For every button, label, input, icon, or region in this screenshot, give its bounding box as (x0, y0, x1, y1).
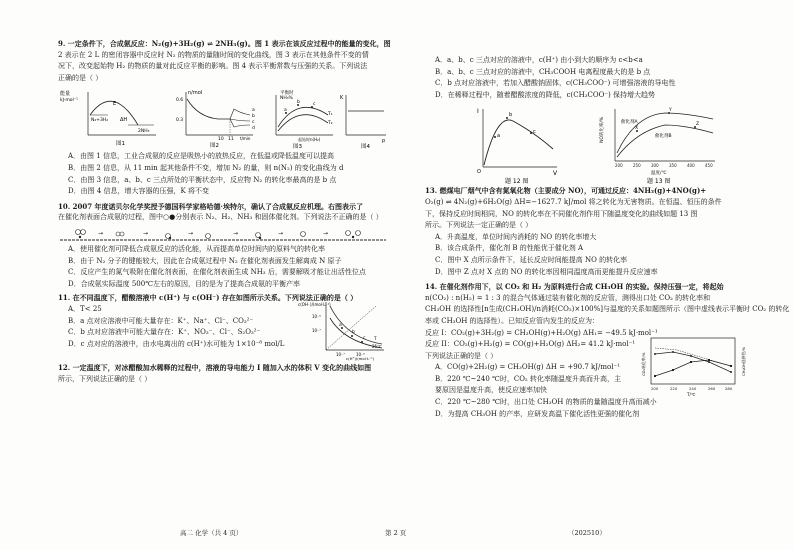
figure-2-n-time (176, 90, 255, 149)
f2-xunit: t/min (240, 136, 251, 142)
f14-yl: CO₂转化率/% (641, 352, 646, 377)
q11-xlabel: c(H⁺)/(mol·L⁻¹) (346, 355, 375, 361)
q13-line-2: O₂(g) ⇌ 4N₂(g)+6H₂O(g) ΔH=−1627.7 kJ/mol 将之转化为无害物质。在恒温、恒压的条件 (425, 197, 722, 206)
f13-tick-250: 250 (633, 163, 641, 169)
f1-dH: ΔH (120, 117, 128, 124)
q12-option-B: B．a、b、c 三点对应的溶液中，CH₃COOH 电离程度最大的是 b 点 (435, 67, 651, 76)
f2-label-d: d (252, 126, 255, 132)
q14-option-B: B．220 ℃~240 ℃时，CO₂ 转化率随温度升高而升高，主 (435, 374, 621, 383)
q12-line-1: 12. 一定温度下，对冰醋酸加水稀释的过程中，溶液的导电能力 I 随加入水的体积 V 变化的曲线如图 (58, 362, 372, 372)
f12-cap: 题 12 图 (505, 178, 529, 186)
f12-pt-b: b (509, 112, 513, 119)
f12-ylabel: I (477, 108, 479, 116)
svg-text:→: → (188, 229, 194, 237)
q12-option-A: A．a、b、c 三点对应的溶液中，c(H⁺) 由小到大的顺序为 c<b<a (435, 56, 643, 64)
f13-cap: 题 13 图 (647, 178, 671, 186)
f4-xlabel: p (382, 138, 386, 145)
f13-tick-400: 400 (687, 163, 695, 169)
q11-figure (296, 298, 388, 360)
f2-ylabel: n/mol (188, 90, 203, 97)
q10-process-figure (58, 224, 388, 244)
f1-yunit: kJ·mol⁻¹ (60, 98, 78, 104)
q13-line-4: 所示。下列说法一定正确的是（ ） (425, 221, 533, 230)
q14-line-7: 下列说法正确的是（ ） (425, 351, 498, 360)
q14-line-6: 反应 II：CO₂(g)+H₂(g) = CO(g)+H₂O(g) ΔH₂= 41.2 kJ·mol⁻¹ (425, 340, 636, 349)
f3-cap: 图3 (293, 144, 302, 151)
q11-T1: T (374, 335, 377, 341)
footer-code: （202510） (568, 529, 606, 537)
f13-ylabel: NO转化率/% (600, 117, 605, 144)
f14-xt-200: 200 (651, 386, 659, 392)
q9-line-2: 2 表示在 2 L 的密闭容器中反应时 N₂ 的物质的量随时间的变化曲线，图 3 表示在其他条件不变的情 (58, 50, 369, 59)
q11-pt-b: b (352, 329, 355, 335)
figure-4-K (340, 95, 386, 150)
question-10 (58, 201, 388, 224)
f13-tick-300: 300 (651, 163, 659, 169)
f13-l2: 催化剂B (655, 134, 672, 140)
q14-line-3: CH₃OH 的选择性[n生成(CH₃OH)/n消耗(CO₂)×100%]与温度的关系如题图所示（图中虚线表示平衡时 CO₂ 的转化 (425, 305, 790, 314)
f1-ylabel: 能量 (60, 91, 71, 98)
f13-pt-X: X (635, 126, 639, 132)
f4-cap: 图4 (361, 144, 370, 151)
q11-option-B: B．a 点对应溶液中可能大量存在：K⁺、Na⁺、Cl⁻、CO₃²⁻ (68, 316, 254, 325)
f13-l1: 催化剂A (621, 120, 638, 126)
q11-ylabel: c(OH⁻)/(mol·L⁻¹) (298, 301, 331, 307)
q9-option-B: B．由图 2 信息，从 11 min 起其他条件不变，增加 N₂ 的量，则 n(N₂) 的变化曲线为 d (68, 163, 344, 172)
f13-tick-350: 350 (669, 163, 677, 169)
f12-xlabel: V (553, 170, 558, 178)
f12-origin: O (477, 169, 481, 176)
q10-process-svg (58, 224, 388, 244)
q12-line-2: 所示，下列说法正确的是（ ） (58, 374, 152, 383)
q14-line-1: 14. 在催化剂作用下，以 CO₂ 和 H₂ 为原料进行合成 CH₃OH 的实验。保持压强一定，将起始 (425, 282, 724, 292)
f13-tick-200: 200 (615, 163, 623, 169)
q14-option-A: A．CO(g)+2H₂(g) = CH₃OH(g) ΔH = +90.7 kJ/mol⁻¹ (435, 363, 621, 372)
q11-pt-a: a (339, 322, 342, 328)
f3-T1: T₁ (328, 112, 333, 118)
q11-T2: 25℃ (372, 343, 382, 349)
q13-option-D: D．图中 Z 点对 X 点的 NO 的转化率因相同温度高而更能提升反应速率 (435, 267, 658, 276)
svg-text:→: → (323, 229, 329, 237)
f2-cap: 图2 (210, 143, 219, 150)
q9-line-1: 9. 一定条件下，合成氨反应：N₂(g)+3H₂(g) ⇌ 2NH₃(g)。图 1 表示在该反应过程中的能量的变化，图 (58, 39, 391, 48)
q12-option-C: C．b 点对应溶液中，若加入醋酸钠固体，c(CH₃COO⁻) 可增强溶液的导电性 (435, 79, 676, 88)
question-13 (425, 185, 750, 278)
f12-pt-a: a (497, 133, 501, 140)
q10-option-D: D．合成氨实际温度 500℃左右的原因，目的是为了提高合成氨的平衡产率 (68, 279, 301, 288)
q11-pt-c: c (363, 335, 366, 341)
f13-tick-450: 450 (705, 163, 713, 169)
f14-xt-240: 240 (689, 386, 697, 392)
q14-option-B-cont: 要原因是温度升高，使反应速率加快 (435, 386, 547, 395)
q11-x2: 10⁻⁶ (356, 351, 365, 357)
f3-T2: T₂ (328, 121, 333, 127)
f4-ylabel: K (340, 95, 344, 102)
q11-y1: 10⁻⁶ (312, 313, 321, 319)
f12-pt-c: c (533, 129, 536, 136)
q9-options (58, 151, 388, 197)
q13-line-1: 13. 燃煤电厂烟气中含有氮氧化物（主要成分 NO），可通过反应：4NH₃(g)+4NO(g)+ (425, 186, 707, 196)
q11-option-A: A．T< 25 (68, 304, 102, 313)
f14-xt-280: 280 (725, 386, 733, 392)
f14-yr: CH₃OH选择性/% (741, 347, 746, 377)
f2-x2: 11 (228, 137, 234, 143)
q10-option-B: B．由于 N₂ 分子的键能较大，因此在合成氨过程中 N₂ 在催化剂表面发生解离成 N 原子 (68, 256, 342, 265)
q10-options (58, 244, 388, 290)
q9-figures-svg (58, 87, 388, 149)
f3-pt-b: b (297, 100, 300, 106)
q11-option-C: C．b 点对应溶液中可能大量存在：K⁺、NO₃⁻、Cl⁻、S₂O₃²⁻ (68, 328, 261, 337)
q10-option-A: A．使用催化剂可降低合成氨反应的活化能，从而提高单位时间内的原料气的转化率 (68, 244, 326, 253)
figure-14 (637, 332, 749, 398)
left-column (58, 38, 391, 385)
f1-E: E (113, 101, 117, 108)
figure-12 (465, 103, 565, 185)
q13-option-C: C．图中 X 点所示条件下，延长反应时间能提高 NO 的转化率 (435, 255, 628, 264)
q11-options (58, 304, 293, 350)
f13-pt-Z: Z (696, 122, 700, 128)
q12-options (425, 55, 750, 101)
svg-text:→: → (143, 229, 149, 237)
f13-pt-Y: Y (669, 108, 672, 114)
f14-xlabel: T/℃ (687, 392, 696, 398)
q11-line-1: 11. 在不同温度下，醋酸溶液中 c(H⁺) 与 c(OH⁻) 存在如图所示关系。下列说法正确的是（ ） (58, 293, 358, 303)
q12-option-D: D．在稀释过程中，随着醋酸浓度的降低，c(CH₃COO⁻) 保持增大趋势 (435, 90, 656, 99)
q10-option-C: C．反应产生的氮气吸附在催化剂表面，在催化剂表面生成 NH₃ 后，需要解吸才能让出活性位点 (68, 268, 366, 277)
f3-xlabel: 起始时n(H₂) (298, 137, 321, 143)
footer-subject: 高二 化学（共 4 页） (180, 529, 243, 537)
f2-label-b: b (252, 114, 255, 120)
f3-pt-c: c (313, 102, 316, 108)
q9-option-A: A．由图 1 信息，工业合成氨的反应是吸热小的放热反应，在低温或降低温度可以提高 (68, 152, 334, 161)
figures-12-13 (425, 101, 750, 185)
q9-option-D: D．由图 4 信息，增大容器的压强，K 将不变 (68, 187, 209, 196)
q10-line-2: 在催化剂表面合成氨的过程，图中○●分别表示 N₂、H₂、NH₃ 和固体催化剂。下列说法不正确的是（ ） (58, 213, 383, 222)
figure-1-energy (60, 90, 156, 147)
right-column (425, 55, 790, 422)
f2-y1: 0.6 (176, 98, 184, 104)
q11-option-D: D．c 点对应的溶液中，由水电离出的 c(H⁺)水可能为 1×10⁻⁸ mol/L (68, 339, 285, 348)
q13-line-3: 下，保持反应时间相同，NO 的转化率在不同催化剂作用下随温度变化的曲线如题 13 图 (425, 209, 698, 218)
figure-13 (585, 101, 725, 185)
q13-option-A: A．升高温度，单位时间内消耗的 NO 的转化率增大 (435, 232, 597, 241)
svg-text:→: → (233, 229, 239, 237)
f2-label-a: a (252, 108, 255, 114)
q9-line-3: 况下，改变起始物 H₂ 的物质的量对此反应平衡的影响。图 4 表示平衡常数与压强的关系。下列说法 (58, 62, 368, 71)
f14-xt-220: 220 (670, 386, 678, 392)
q11-y2: 10⁻⁷ (312, 327, 321, 333)
q14-option-C: C．220 ℃~280 ℃时，出口处 CH₃OH 的物质的量随温度升高而减小 (435, 398, 657, 407)
f1-prod: 2NH₃ (138, 129, 150, 135)
f3-pt-a: a (284, 108, 287, 114)
f1-cap: 图1 (116, 141, 125, 148)
q14-line-4: 率或 CH₃OH 的选择性）。已知反应管内发生的反应为： (425, 316, 600, 325)
question-9 (58, 38, 391, 84)
figure-3-nh3 (276, 89, 333, 150)
f13-xlabel: 温度/℃ (651, 171, 667, 177)
f14-xt-260: 260 (708, 386, 716, 392)
f2-y2: 0.3 (176, 118, 184, 124)
q14-line-5: 反应 I：CO₂(g)+3H₂(g) = CH₃OH(g)+H₂O(g) ΔH₁= −49.5 kJ·mol⁻¹ (425, 328, 658, 337)
q11-block (58, 301, 388, 362)
footer-page: 第 2 页 (385, 529, 407, 537)
question-12 (58, 362, 388, 385)
f3-ylabel: 平衡时 (280, 91, 294, 97)
q14-option-D: D．为提高 CH₃OH 的产率，应研发高温下催化活性更强的催化剂 (435, 409, 640, 418)
q9-option-C: C．由图 3 信息，a、b、c 三点所处的平衡状态中，反应物 N₂ 的转化率最高的是 b 点 (68, 175, 337, 184)
f1-react: N₂+3H₂ (91, 118, 108, 124)
q13-option-B: B．该合成条件，催化剂 B 的性能优于催化剂 A (435, 244, 584, 253)
f2-label-c: c (252, 120, 255, 126)
svg-text:→: → (278, 229, 284, 237)
q14-line-2: n(CO₂) : n(H₂) = 1 : 3 的混合气体通过装有催化剂的反应管，测得出口处 CO₂ 的转化率和 (425, 293, 711, 302)
svg-text:→: → (98, 229, 104, 237)
q10-line-1: 10. 2007 年度诺贝尔化学奖授予德国科学家格哈德·埃特尔，确认了合成氨反应机理。右图表示了 (58, 201, 363, 211)
q9-line-4: 正确的是（ ） (58, 73, 103, 82)
q9-figures (58, 87, 388, 149)
f2-x1: 10 (218, 137, 224, 143)
q11-x1: 10⁻⁷ (336, 351, 345, 357)
f3-ylabel2: NH₃% (280, 96, 293, 102)
